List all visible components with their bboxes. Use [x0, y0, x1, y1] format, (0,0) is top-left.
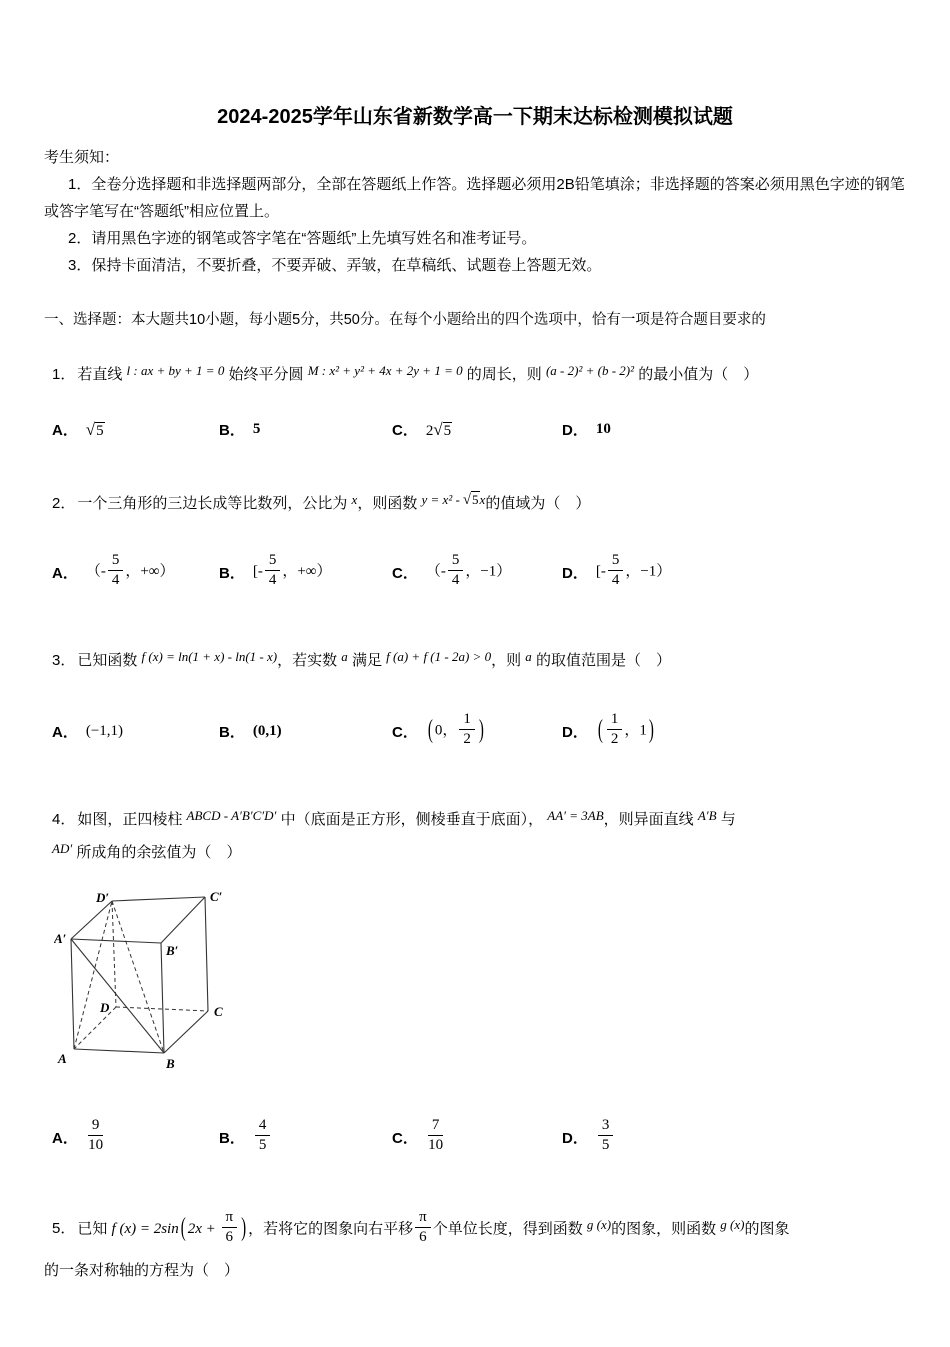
fraction-numerator: 7 — [428, 1117, 444, 1136]
option-value — [426, 1119, 446, 1156]
option-label: A． — [52, 724, 78, 742]
math-text: ，1 — [624, 723, 647, 740]
option-value — [86, 1119, 106, 1156]
math-expression: ABCD - A′B′C′D′ — [186, 807, 277, 823]
open-paren: ( — [427, 716, 433, 745]
fraction-numerator: π — [222, 1209, 238, 1228]
stem-text: ，则异面直线 — [603, 810, 694, 828]
option-label: B． — [219, 1130, 245, 1148]
option-label: A． — [52, 565, 78, 583]
math-text: x — [479, 491, 486, 507]
edge-AB — [74, 1049, 164, 1053]
fraction-denominator: 2 — [610, 731, 619, 748]
notice-item-3: 3．保持卡面清洁，不要折叠，不要弄破、弄皱，在草稿纸、试题卷上答题无效。 — [68, 256, 602, 274]
edge-ApDp — [71, 901, 112, 939]
fraction — [428, 1117, 444, 1154]
option-value: 10 — [595, 421, 611, 438]
fraction-numerator: 1 — [459, 711, 475, 730]
option-value — [253, 554, 332, 591]
edge-CpC — [205, 897, 208, 1011]
stem-text: ，若实数 — [277, 651, 338, 669]
option-a — [52, 1119, 219, 1156]
edge-DA — [74, 1007, 116, 1049]
option-value — [426, 554, 511, 591]
close-paren: ) — [478, 716, 484, 745]
fraction — [608, 552, 624, 589]
diagonal-ApB — [71, 939, 164, 1053]
option-c — [392, 554, 562, 591]
fraction-denominator: 10 — [428, 1137, 444, 1154]
diagonal-DpB — [112, 901, 164, 1053]
open-paren: ( — [180, 1214, 186, 1243]
notice-heading: 考生须知： — [44, 149, 120, 166]
question-number: 5． — [52, 1219, 76, 1237]
math-expression: x — [351, 491, 358, 507]
math-expression: A′B — [697, 807, 717, 823]
fraction-numerator: 5 — [265, 552, 281, 571]
option-value — [426, 713, 486, 750]
math-text: ，+∞） — [282, 564, 332, 581]
vertex-label-Ap: A′ — [54, 930, 67, 946]
vertex-label-Dp: D′ — [96, 889, 110, 905]
edge-ApA — [71, 939, 74, 1049]
option-a — [52, 554, 219, 591]
option-d — [562, 1119, 615, 1156]
math-expression: a — [341, 648, 348, 664]
math-text: 0， — [434, 723, 458, 740]
option-label: D． — [562, 1130, 588, 1148]
option-value: (0,1) — [252, 723, 282, 740]
stem-text: 若直线 — [77, 365, 123, 383]
diagonal-ADp — [74, 901, 112, 1049]
prism-solid-edges — [71, 897, 208, 1053]
option-value — [86, 554, 175, 591]
vertex-label-A: A — [58, 1050, 67, 1066]
option-label: C． — [392, 565, 418, 583]
option-value — [426, 420, 452, 440]
fraction — [222, 1209, 238, 1246]
stem-text: 的图象，则函数 — [611, 1219, 717, 1237]
fraction-denominator: 4 — [611, 572, 620, 589]
option-label: D． — [562, 422, 588, 440]
fraction — [108, 552, 124, 589]
math-text: （- — [85, 564, 106, 581]
question-5-stem — [44, 1208, 906, 1248]
option-label: A． — [52, 422, 78, 440]
question-4-figure — [54, 887, 906, 1079]
option-label: C． — [392, 1130, 418, 1148]
notice-item-2: 2．请用黑色字迹的钢笔或答字笔在“答题纸”上先填写姓名和准考证号。 — [68, 229, 537, 247]
vertex-label-Bp: B′ — [166, 942, 179, 958]
option-c — [392, 419, 562, 440]
stem-text: 的一条对称轴的方程为（ ） — [44, 1261, 240, 1279]
prism-figure — [54, 887, 234, 1075]
option-d — [562, 713, 656, 750]
edge-BpB — [161, 943, 164, 1053]
math-expression — [111, 1209, 249, 1246]
stem-text: 已知 — [77, 1219, 108, 1237]
sqrt-sign: √ — [463, 491, 472, 508]
sqrt-sign: √ — [85, 419, 96, 439]
option-d — [562, 554, 671, 591]
option-b — [219, 554, 392, 591]
fraction — [415, 1209, 431, 1246]
sqrt-sign: √ — [433, 419, 443, 439]
option-value — [596, 1119, 616, 1156]
math-expression: AA′ = 3AB — [547, 807, 604, 823]
radicand: 5 — [96, 422, 104, 439]
question-number: 1． — [52, 365, 76, 383]
option-label: B． — [219, 724, 245, 742]
fraction-denominator: 5 — [258, 1137, 267, 1154]
stem-text: 中（底面是正方形，侧棱垂直于底面）， — [280, 810, 544, 828]
option-c — [392, 713, 562, 750]
option-value — [596, 713, 656, 750]
edge-DpCp — [112, 897, 205, 901]
stem-text: 一个三角形的三边长成等比数列，公比为 — [77, 494, 348, 512]
close-paren: ) — [648, 716, 654, 745]
fraction-numerator: 1 — [607, 711, 623, 730]
stem-text: 的最小值为（ ） — [638, 365, 759, 383]
question-2-stem — [44, 487, 906, 520]
option-value: 5 — [252, 421, 261, 438]
option-value: (−1,1) — [85, 723, 124, 740]
math-expression: g (x) — [586, 1216, 612, 1232]
question-number: 3． — [52, 651, 76, 669]
math-expression: l : ax + by + 1 = 0 — [126, 362, 225, 378]
notice-item-1: 1．全卷分选择题和非选择题两部分，全部在答题纸上作答。选择题必须用2B铅笔填涂；非选择题的答案必须用黑色字迹的钢笔或答字笔写在“答题纸”相应位置上。 — [44, 175, 905, 220]
fraction-denominator: 4 — [451, 572, 460, 589]
option-value — [596, 554, 671, 591]
vertex-label-C: C — [214, 1003, 223, 1019]
section-header: 一、选择题：本大题共10小题，每小题5分，共50分。在每个小题给出的四个选项中，恰有一项是符合题目要求的 — [44, 311, 766, 328]
open-paren: ( — [597, 716, 603, 745]
vertex-label-D: D — [100, 999, 110, 1015]
close-paren: ) — [241, 1214, 247, 1243]
vertex-label-Cp: C′ — [210, 888, 223, 904]
math-expression: (a - 2)² + (b - 2)² — [545, 362, 635, 378]
fraction — [607, 711, 623, 748]
fraction-numerator: 5 — [608, 552, 624, 571]
question-1-options — [44, 413, 906, 447]
document-title: 2024-2025学年山东省新数学高一下期末达标检测模拟试题 — [217, 106, 733, 128]
fraction — [255, 1117, 271, 1154]
radicand: 5 — [472, 491, 479, 507]
math-text: ，−1） — [465, 564, 512, 581]
fraction-numerator: 4 — [255, 1117, 271, 1136]
math-expression: f (a) + f (1 - 2a) > 0 — [386, 648, 492, 664]
question-3-stem — [44, 644, 906, 677]
math-text: y = x² - — [421, 491, 464, 507]
question-number: 4． — [52, 810, 76, 828]
fraction — [265, 552, 281, 589]
option-label: A． — [52, 1130, 78, 1148]
math-expression: g (x) — [720, 1216, 745, 1232]
question-1-stem — [44, 358, 906, 391]
coefficient: 2 — [425, 422, 434, 439]
edge-CpBp — [161, 897, 205, 943]
option-label: D． — [562, 565, 588, 583]
option-c — [392, 1119, 562, 1156]
fraction-denominator: 10 — [88, 1137, 104, 1154]
stem-text: 的值域为（ ） — [485, 494, 591, 512]
stem-text: 满足 — [351, 651, 382, 669]
math-expression: M : x² + y² + 4x + 2y + 1 = 0 — [307, 362, 463, 378]
math-expression — [422, 492, 486, 507]
math-expression: a — [525, 648, 532, 664]
vertex-label-B: B — [166, 1055, 175, 1071]
question-2-options — [44, 548, 906, 598]
stem-text: 所成角的余弦值为（ ） — [76, 843, 242, 861]
math-text: ，−1） — [625, 564, 672, 581]
question-5-stem-continued — [44, 1254, 906, 1287]
stem-text: ，则函数 — [357, 494, 418, 512]
question-number: 2． — [52, 494, 76, 512]
edge-BC — [164, 1011, 208, 1053]
stem-text: 的周长，则 — [466, 365, 542, 383]
question-3-options — [44, 707, 906, 757]
math-text: [- — [252, 564, 263, 581]
fraction-denominator: 6 — [225, 1229, 234, 1246]
stem-text: 个单位长度，得到函数 — [432, 1219, 583, 1237]
option-value — [86, 420, 105, 440]
option-label: B． — [219, 422, 245, 440]
math-text: [- — [595, 564, 606, 581]
fraction-denominator: 4 — [111, 572, 120, 589]
stem-text: 已知函数 — [77, 651, 138, 669]
question-4-options — [44, 1113, 906, 1163]
fraction-denominator: 4 — [268, 572, 277, 589]
stem-text: 的取值范围是（ ） — [535, 651, 671, 669]
math-text: 2x + — [187, 1220, 220, 1237]
stem-text: 与 — [720, 810, 736, 828]
stem-text: 的图象 — [744, 1219, 790, 1237]
option-label: C． — [392, 422, 418, 440]
option-label: D． — [562, 724, 588, 742]
fraction-numerator: π — [415, 1209, 431, 1228]
option-label: C． — [392, 724, 418, 742]
stem-text: 如图，正四棱柱 — [77, 810, 183, 828]
math-text: ，+∞） — [125, 564, 175, 581]
option-b — [219, 1119, 392, 1156]
math-expression: f (x) = ln(1 + x) - ln(1 - x) — [141, 648, 278, 664]
fraction-denominator: 2 — [463, 731, 471, 748]
option-a — [52, 419, 219, 440]
math-expression: AD′ — [52, 840, 73, 856]
option-label: B． — [219, 565, 245, 583]
edge-BpAp — [71, 939, 161, 943]
fraction-denominator: 6 — [419, 1228, 427, 1245]
stem-text: ，若将它的图象向右平移 — [248, 1219, 414, 1237]
math-text: （- — [425, 564, 446, 581]
fraction-numerator: 3 — [598, 1117, 614, 1136]
fraction-denominator: 5 — [601, 1137, 610, 1154]
fraction — [88, 1117, 104, 1154]
stem-text: 始终平分圆 — [228, 365, 304, 383]
fraction — [448, 552, 464, 589]
fraction — [598, 1117, 614, 1154]
question-4-stem — [44, 803, 906, 869]
stem-text: ，则 — [491, 651, 522, 669]
option-b — [219, 721, 392, 742]
option-b — [219, 419, 392, 440]
fraction — [459, 711, 475, 748]
fraction-numerator: 9 — [88, 1117, 104, 1136]
math-text: f (x) = 2sin — [111, 1220, 179, 1237]
option-a — [52, 721, 219, 742]
fraction-numerator: 5 — [108, 552, 124, 571]
fraction-numerator: 5 — [448, 552, 464, 571]
option-d — [562, 419, 611, 440]
option-value — [253, 1119, 273, 1156]
radicand: 5 — [443, 422, 452, 439]
